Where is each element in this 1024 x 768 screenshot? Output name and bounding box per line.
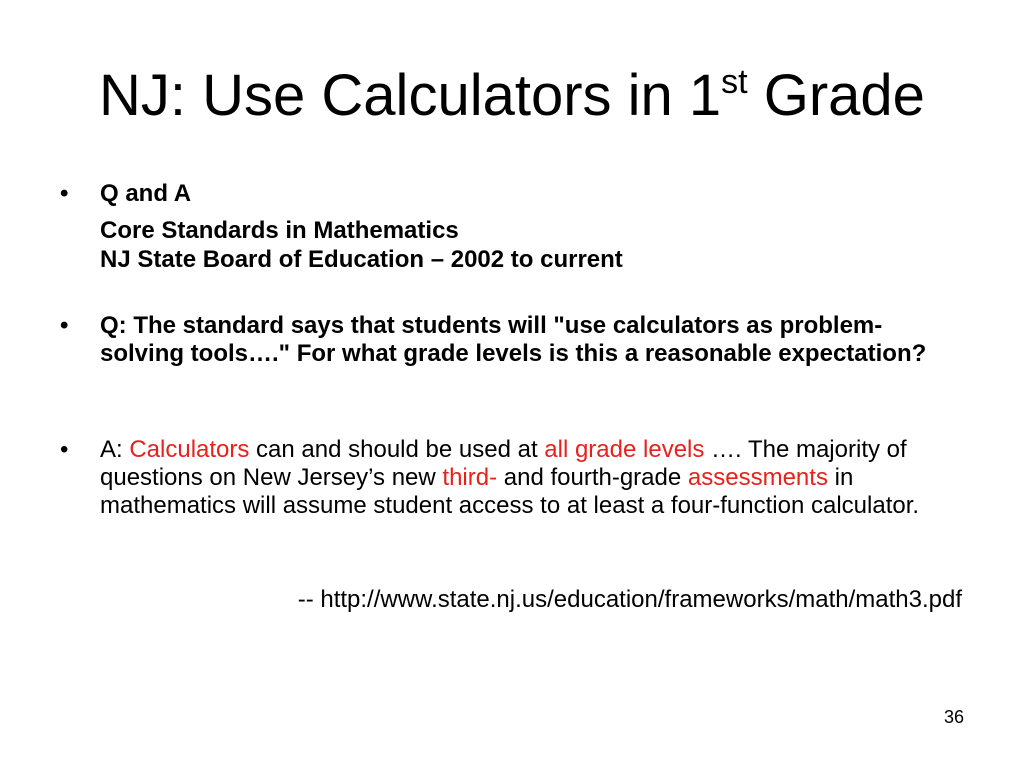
answer-part: in mathematics will assume student access to at least a four-function calculator. [100, 464, 920, 519]
answer-part: and fourth-grade [497, 464, 688, 491]
page-number: 36 [943, 707, 964, 727]
answer-text [100, 436, 960, 520]
bullet-answer [60, 436, 960, 520]
bullet-qa-heading: Q and A [100, 180, 192, 207]
slide-title [0, 58, 1024, 134]
answer-highlight-all-grade-levels: all grade levels [544, 436, 705, 463]
bullet-dot: • [60, 436, 69, 463]
answer-part: can and should be used at [249, 436, 545, 463]
answer-part: A: [100, 436, 130, 463]
answer-highlight-third: third- [442, 464, 498, 491]
answer-highlight-assessments: assessments [687, 464, 828, 491]
slide-title-tail: Grade [747, 63, 925, 128]
answer-part: …. The majority of questions on New Jersey’s new [100, 436, 907, 491]
answer-highlight-calculators: Calculators [129, 436, 250, 463]
bullet-qa [60, 180, 960, 208]
slide-title-superscript: st [721, 63, 748, 101]
qa-subtext [100, 216, 980, 274]
slide-title-main: NJ: Use Calculators in 1 [99, 63, 722, 128]
qa-subtext-line2: NJ State Board of Education – 2002 to current [100, 246, 623, 273]
citation-link: -- http://www.state.nj.us/education/frameworks/math/math3.pdf [297, 586, 962, 613]
bullet-question [60, 312, 960, 368]
bullet-dot: • [60, 180, 69, 207]
qa-subtext-line1: Core Standards in Mathematics [100, 217, 459, 244]
bullet-dot: • [60, 312, 69, 339]
question-text: Q: The standard says that students will "use calculators as problem-solving tools…." For what grade levels is this a reasonable expectation? [100, 312, 927, 367]
